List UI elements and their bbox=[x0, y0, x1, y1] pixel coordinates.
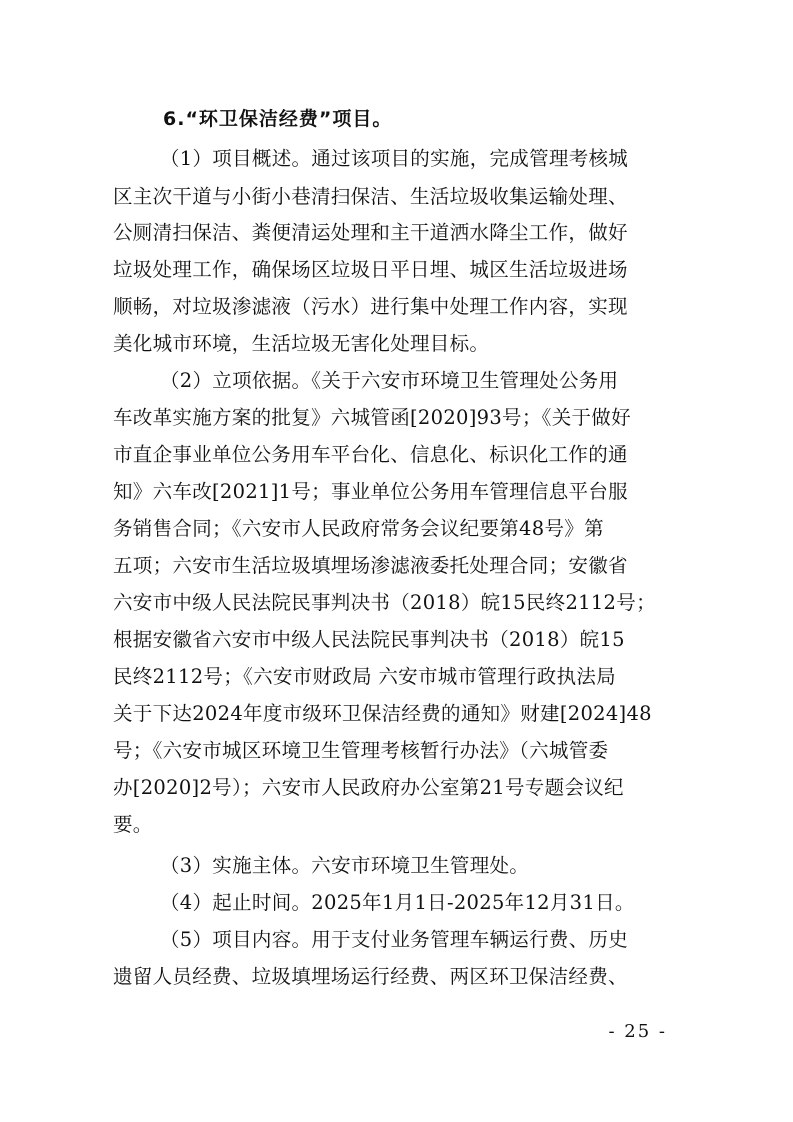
paragraph-2-line-10: 关于下达2024年度市级环卫保洁经费的通知》财建[2024]48 bbox=[113, 702, 652, 725]
paragraph-1-line-3: 公厕清扫保洁、粪便清运处理和主干道洒水降尘工作，做好 bbox=[113, 221, 628, 244]
paragraph-2-line-7: 六安市中级人民法院民事判决书（2018）皖15民终2112号； bbox=[113, 591, 656, 614]
paragraph-3-line-1: （3）实施主体。六安市环境卫生管理处。 bbox=[160, 854, 530, 877]
paragraph-2-line-9: 民终2112号；《六安市财政局 六安市城市管理行政执法局 bbox=[113, 665, 616, 688]
paragraph-2-line-4: 知》六车改[2021]1号；事业单位公务用车管理信息平台服 bbox=[113, 480, 628, 503]
paragraph-1-line-5: 顺畅，对垃圾渗滤液（污水）进行集中处理工作内容，实现 bbox=[113, 295, 628, 318]
paragraph-1-line-4: 垃圾处理工作，确保场区垃圾日平日埋、城区生活垃圾进场 bbox=[113, 258, 628, 281]
paragraph-2-line-2: 车改革实施方案的批复》六城管函[2020]93号；《关于做好 bbox=[113, 406, 631, 429]
paragraph-1-line-2: 区主次干道与小街小巷清扫保洁、生活垃圾收集运输处理、 bbox=[113, 185, 628, 208]
paragraph-2-line-12: 办[2020]2号）；六安市人民政府办公室第21号专题会议纪 bbox=[113, 776, 624, 799]
paragraph-2-line-1: （2）立项依据。《关于六安市环境卫生管理处公务用 bbox=[160, 369, 619, 392]
page-number: - 25 - bbox=[608, 1021, 667, 1042]
paragraph-5-line-1: （5）项目内容。用于支付业务管理车辆运行费、历史 bbox=[160, 928, 629, 951]
section-heading: 6.“环卫保洁经费”项目。 bbox=[163, 108, 393, 130]
paragraph-4-line-1: （4）起止时间。2025年1月1日-2025年12月31日。 bbox=[160, 891, 635, 914]
paragraph-5-line-2: 遗留人员经费、垃圾填埋场运行经费、两区环卫保洁经费、 bbox=[113, 965, 628, 988]
paragraph-2-line-3: 市直企事业单位公务用车平台化、信息化、标识化工作的通 bbox=[113, 443, 628, 466]
paragraph-2-line-6: 五项；六安市生活垃圾填埋场渗滤液委托处理合同；安徽省 bbox=[113, 554, 628, 577]
paragraph-2-line-11: 号；《六安市城区环境卫生管理考核暂行办法》（六城管委 bbox=[113, 739, 609, 762]
paragraph-2-line-13: 要。 bbox=[113, 813, 153, 836]
paragraph-1-line-1: （1）项目概述。通过该项目的实施，完成管理考核城 bbox=[160, 147, 629, 170]
paragraph-2-line-5: 务销售合同；《六安市人民政府常务会议纪要第48号》第 bbox=[113, 517, 604, 540]
paragraph-1-line-6: 美化城市环境，生活垃圾无害化处理目标。 bbox=[113, 332, 490, 355]
paragraph-2-line-8: 根据安徽省六安市中级人民法院民事判决书（2018）皖15 bbox=[113, 628, 625, 651]
